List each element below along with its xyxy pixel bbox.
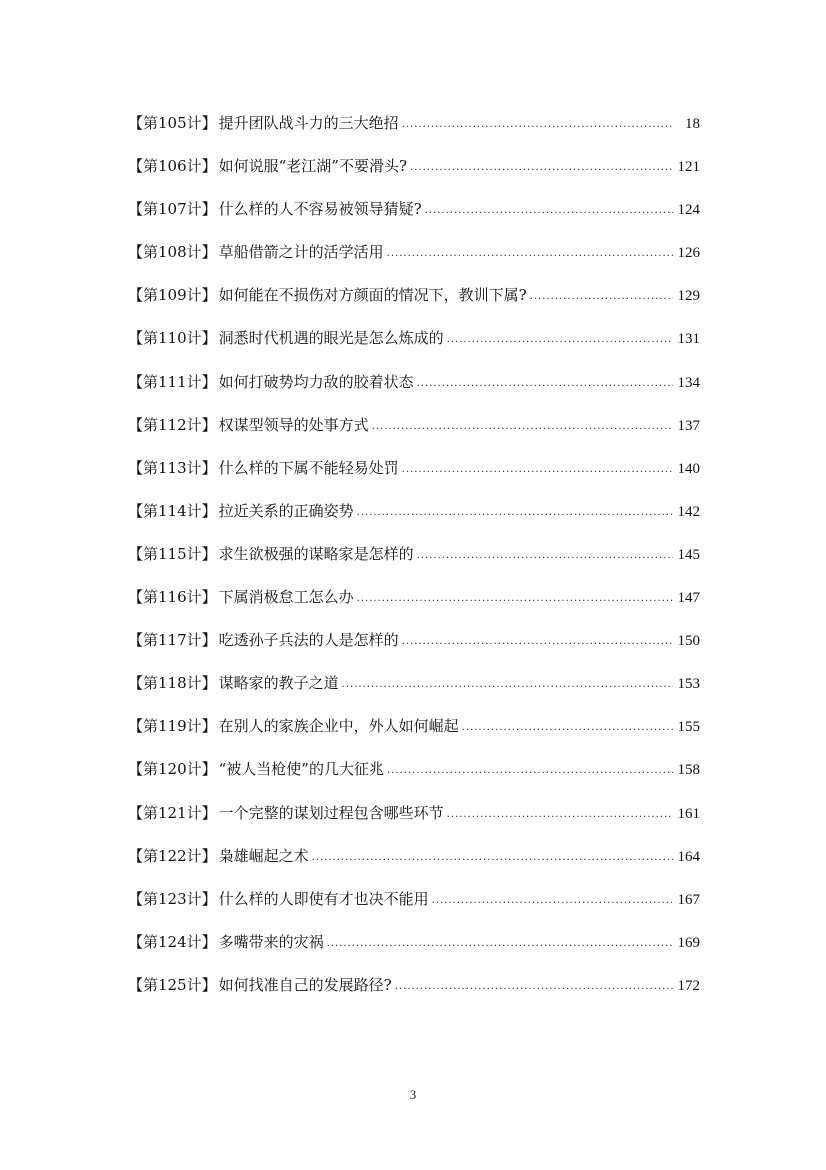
toc-entry-page: 172 — [677, 977, 700, 994]
toc-entry-page: 131 — [677, 331, 700, 348]
toc-entry-number: 【第117计】 — [128, 631, 217, 650]
dot-leader — [432, 895, 673, 906]
toc-entry-number: 【第125计】 — [128, 975, 217, 994]
toc-entry[interactable] — [128, 974, 700, 1017]
toc-entry-title: 提升团队战斗力的三大绝招 — [218, 114, 399, 132]
toc-entry[interactable] — [128, 758, 700, 801]
toc-entry-number: 【第111计】 — [128, 372, 217, 391]
dot-leader — [462, 722, 673, 733]
toc-entry[interactable] — [128, 112, 700, 155]
toc-entry[interactable] — [128, 672, 700, 715]
toc-entry-title: 求生欲极强的谋略家是怎样的 — [218, 544, 414, 563]
toc-entry[interactable] — [128, 457, 700, 500]
toc-entry-title: 如何找准自己的发展路径? — [218, 975, 392, 994]
toc-entry-number: 【第121计】 — [128, 803, 217, 822]
toc-entry-number: 【第107计】 — [128, 200, 217, 219]
toc-entry[interactable] — [128, 845, 700, 888]
toc-entry-page: 121 — [677, 159, 700, 176]
toc-entry-title: 多嘴带来的灾祸 — [218, 932, 324, 951]
dot-leader — [402, 636, 673, 647]
toc-entry-title: 什么样的下属不能轻易处罚 — [218, 458, 399, 477]
toc-entry-page: 147 — [677, 590, 700, 607]
toc-entry[interactable] — [128, 500, 700, 543]
toc-entry-title: 草船借箭之计的活学活用 — [218, 243, 384, 262]
toc-entry-title: 如何说服“老江湖”不要滑头? — [218, 157, 408, 176]
toc-entry-page: 126 — [677, 245, 700, 262]
toc-entry-page: 167 — [677, 891, 700, 908]
toc-entry[interactable] — [128, 931, 700, 974]
toc-entry-title: 什么样的人不容易被领导猜疑? — [218, 200, 422, 219]
toc-entry[interactable] — [128, 888, 700, 931]
toc-entry-title: 谋略家的教子之道 — [218, 674, 339, 693]
toc-entry-title: 枭雄崛起之术 — [218, 846, 309, 865]
toc-entry-page: 153 — [677, 676, 700, 693]
toc-entry-page: 140 — [677, 460, 700, 477]
toc-entry-number: 【第108计】 — [128, 243, 217, 262]
toc-entry-page: 169 — [677, 934, 700, 951]
toc-entry-title: 在别人的家族企业中，外人如何崛起 — [218, 717, 459, 736]
toc-entry-number: 【第122计】 — [128, 846, 217, 865]
dot-leader — [447, 809, 673, 820]
toc-entry[interactable] — [128, 802, 700, 845]
toc-entry-title: 如何能在不损伤对方颜面的情况下，教训下属? — [218, 286, 527, 305]
toc-entry-page: 145 — [677, 546, 700, 563]
toc-entry-page: 124 — [677, 202, 700, 219]
toc-entry-number: 【第118计】 — [128, 674, 217, 693]
toc-entry-number: 【第123计】 — [128, 889, 217, 908]
toc-entry-number: 【第119计】 — [128, 717, 217, 736]
toc-entry-title: 拉近关系的正确姿势 — [218, 501, 354, 520]
dot-leader — [417, 378, 673, 389]
toc-entry-page: 155 — [677, 719, 700, 736]
toc-entry-number: 【第120计】 — [128, 760, 217, 779]
toc-entry-page: 134 — [677, 374, 700, 391]
toc-entry[interactable] — [128, 241, 700, 284]
dot-leader — [387, 765, 673, 776]
toc-entry[interactable] — [128, 414, 700, 457]
dot-leader — [372, 421, 673, 432]
toc-entry-page: 18 — [685, 116, 700, 132]
toc-entry-page: 164 — [677, 848, 700, 865]
dot-leader — [395, 981, 673, 992]
dot-leader — [447, 334, 673, 345]
toc-entry[interactable] — [128, 327, 700, 370]
toc-entry-title: 如何打破势均力敌的胶着状态 — [218, 372, 414, 391]
toc-entry[interactable] — [128, 715, 700, 758]
toc-entry[interactable] — [128, 198, 700, 241]
toc-entry-number: 【第124计】 — [128, 932, 217, 951]
toc-entry-number: 【第110计】 — [128, 329, 217, 348]
dot-leader — [357, 593, 673, 604]
toc-entry-number: 【第116计】 — [128, 588, 217, 607]
toc-entry-page: 129 — [677, 288, 700, 305]
dot-leader — [387, 248, 673, 259]
toc-entry[interactable] — [128, 586, 700, 629]
toc-entry-number: 【第105计】 — [128, 114, 217, 132]
dot-leader — [402, 119, 673, 130]
toc-entry-title: “被人当枪使”的几大征兆 — [218, 760, 384, 779]
dot-leader — [410, 162, 673, 173]
toc-entry-title: 一个完整的谋划过程包含哪些环节 — [218, 803, 444, 822]
toc-entry-number: 【第106计】 — [128, 157, 217, 176]
toc-entry-number: 【第114计】 — [128, 501, 217, 520]
toc-entry-number: 【第112计】 — [128, 415, 217, 434]
toc-entry-number: 【第113计】 — [128, 458, 217, 477]
dot-leader — [425, 205, 673, 216]
table-of-contents — [128, 112, 700, 1017]
toc-entry-number: 【第115计】 — [128, 544, 217, 563]
toc-entry-title: 吃透孙子兵法的人是怎样的 — [218, 631, 399, 650]
toc-entry-page: 142 — [677, 503, 700, 520]
toc-entry-title: 下属消极怠工怎么办 — [218, 588, 354, 607]
toc-entry-title: 权谋型领导的处事方式 — [218, 415, 369, 434]
toc-entry-title: 洞悉时代机遇的眼光是怎么炼成的 — [218, 329, 444, 348]
toc-entry-page: 161 — [677, 805, 700, 822]
dot-leader — [357, 507, 673, 518]
toc-entry[interactable] — [128, 155, 700, 198]
toc-entry-page: 150 — [677, 633, 700, 650]
toc-entry-title: 什么样的人即使有才也决不能用 — [218, 889, 429, 908]
toc-entry-page: 137 — [677, 417, 700, 434]
dot-leader — [327, 938, 673, 949]
dot-leader — [402, 464, 673, 475]
dot-leader — [342, 679, 673, 690]
dot-leader — [530, 291, 673, 302]
dot-leader — [312, 852, 673, 863]
toc-entry[interactable] — [128, 284, 700, 327]
toc-entry[interactable] — [128, 371, 700, 414]
page-number: 3 — [409, 1087, 417, 1102]
dot-leader — [417, 550, 673, 561]
toc-entry[interactable] — [128, 629, 700, 672]
toc-entry[interactable] — [128, 543, 700, 586]
toc-entry-page: 158 — [677, 762, 700, 779]
toc-entry-number: 【第109计】 — [128, 286, 217, 305]
